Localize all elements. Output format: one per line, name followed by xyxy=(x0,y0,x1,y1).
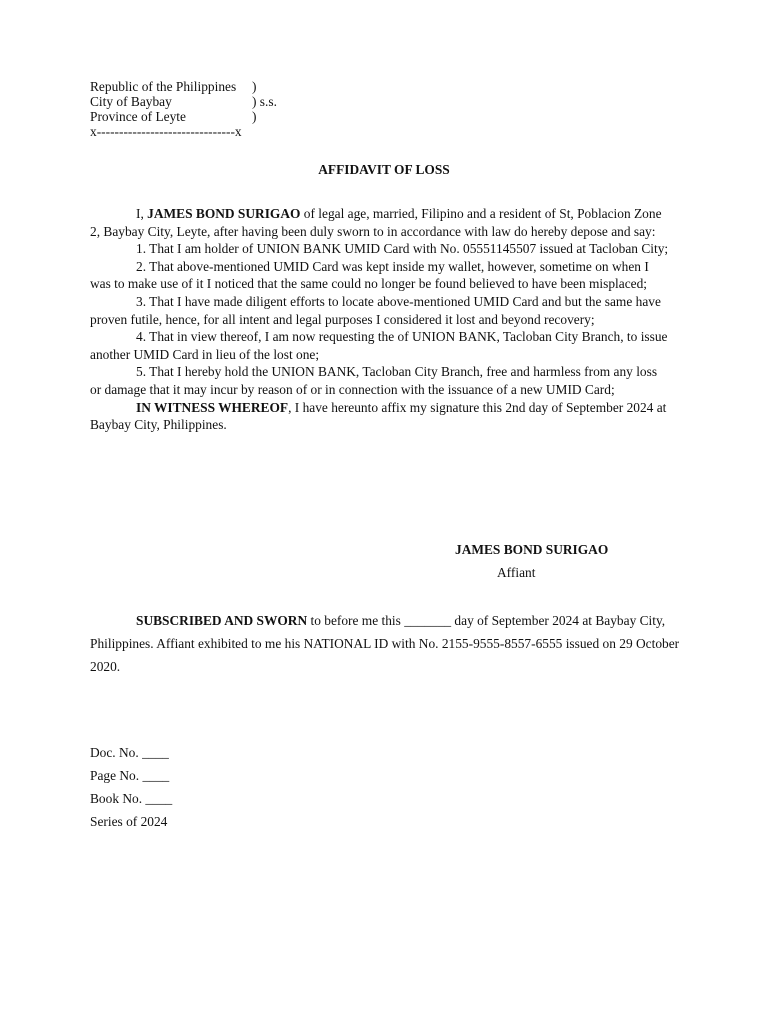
signature-role: Affiant xyxy=(497,565,536,580)
statement-item: 2. That above-mentioned UMID Card was kept inside my wallet, however, sometime on when I was to make use of it I noticed that the same could no longer be found believed to have been misplaced; xyxy=(90,258,649,292)
statement-item: 1. That I am holder of UNION BANK UMID Card with No. 05551145507 issued at Tacloban City; xyxy=(136,241,669,257)
venue-block xyxy=(90,79,390,139)
statement-item: 5. That I hereby hold the UNION BANK, Tacloban City Branch, free and harmless from any loss or damage that it may incur by reason of or in connection with the issuance of a new UMID Card; xyxy=(90,364,658,397)
statement-item: 4. That in view thereof, I am now requesting the of UNION BANK, Tacloban City Branch, to issue another UMID Card in lieu of the lost one; xyxy=(90,329,668,362)
venue-row-city xyxy=(90,94,390,109)
intro-text: of legal age, married, Filipino and a resident of St, Poblacion Zone 2, Baybay City, Leyte, after having been duly sworn to in accordance with law do hereby depose and say: xyxy=(90,206,662,239)
registry-book-no: Book No. ____ xyxy=(90,791,173,806)
witness-lead: IN WITNESS WHEREOF xyxy=(136,399,289,415)
jurat-text: to before me this _______ day of September 2024 at Baybay City, Philippines. Affiant exhibited to me his NATIONAL ID with No. 2155-9555-8557-6555 issued on 29 October 2020. xyxy=(90,613,680,674)
jurat-paragraph xyxy=(90,609,680,678)
affiant-name-inline: JAMES BOND SURIGAO xyxy=(147,206,301,221)
affidavit-body xyxy=(90,205,670,434)
venue-divider xyxy=(90,124,390,139)
signature-name: JAMES BOND SURIGAO xyxy=(455,542,609,557)
statement-item: 3. That I have made diligent efforts to locate above-mentioned UMID Card and but the same have proven futile, hence, for all intent and legal purposes I considered it lost and beyond recovery; xyxy=(90,293,661,327)
venue-divider-text: x-------------------------------x xyxy=(90,124,242,139)
registry-series: Series of 2024 xyxy=(90,814,168,829)
intro-prefix: I, xyxy=(136,206,148,221)
venue-bracket: ) xyxy=(252,109,257,124)
document-title: AFFIDAVIT OF LOSS xyxy=(318,162,450,177)
venue-row-country xyxy=(90,79,390,94)
witness-paragraph xyxy=(90,399,670,434)
registry-doc-no: Doc. No. ____ xyxy=(90,745,169,760)
jurat-block xyxy=(90,609,680,678)
venue-row-province xyxy=(90,109,390,124)
intro-paragraph xyxy=(90,205,670,240)
venue-city: City of Baybay xyxy=(90,94,172,109)
venue-bracket: ) xyxy=(252,79,257,94)
venue-province: Province of Leyte xyxy=(90,109,186,124)
venue-ss-mark: ) s.s. xyxy=(252,94,277,109)
registry-page-no: Page No. ____ xyxy=(90,768,170,783)
jurat-lead: SUBSCRIBED AND SWORN xyxy=(136,613,308,628)
venue-country: Republic of the Philippines xyxy=(90,79,237,94)
witness-text: , I have hereunto affix my signature this 2nd day of September 2024 at Baybay City, Philippines. xyxy=(90,399,667,433)
notarial-registry xyxy=(90,745,390,837)
